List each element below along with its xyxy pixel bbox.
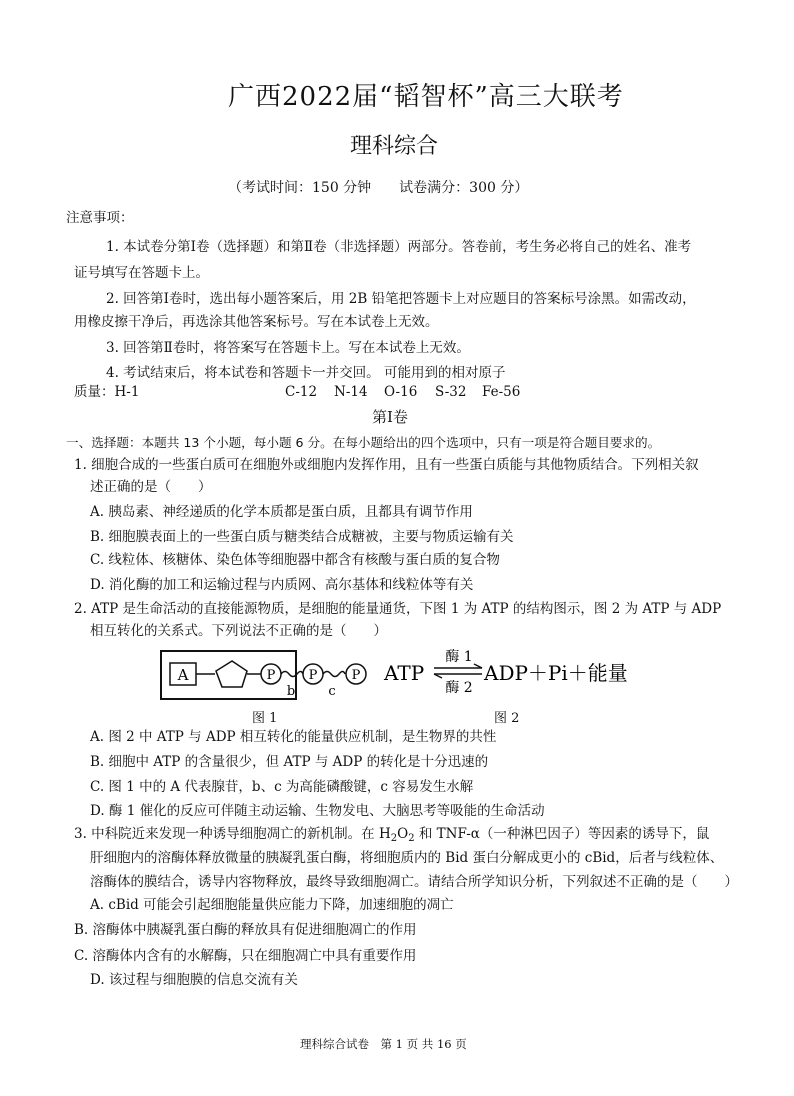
q2-option-d: D. 酶 1 催化的反应可伴随主动运输、生物发电、大脑思考等吸能的生命活动 bbox=[90, 803, 545, 819]
note-2-line-2: 用橡皮擦干净后，再选涂其他答案标号。写在本试卷上无效。 bbox=[74, 314, 439, 330]
mass-fe: Fe-56 bbox=[482, 384, 521, 400]
exam-info: （考试时间：150 分钟 试卷满分：300 分） bbox=[228, 180, 529, 196]
phosphate-3-label: P bbox=[351, 668, 361, 683]
figure-2-caption: 图 2 bbox=[494, 711, 520, 726]
bond-b-label: b bbox=[286, 684, 296, 699]
high-energy-bond-b bbox=[281, 672, 303, 677]
mass-n: N-14 bbox=[334, 384, 368, 400]
phosphate-1-label: P bbox=[266, 668, 276, 683]
q1-stem-line-1: 1. 细胞合成的一些蛋白质可在细胞外或细胞内发挥作用，且有一些蛋白质能与其他物质结合。下列相关叙 bbox=[74, 457, 699, 473]
note-1-line-1: 1. 本试卷分第Ⅰ卷（选择题）和第Ⅱ卷（非选择题）两部分。答卷前，考生务必将自己的姓名、准考 bbox=[106, 239, 692, 255]
notes-heading: 注意事项： bbox=[66, 210, 134, 226]
mass-c: C-12 bbox=[285, 384, 318, 400]
subject-title: 理科综合 bbox=[350, 134, 439, 159]
q3-option-b: B. 溶酶体中胰凝乳蛋白酶的释放具有促进细胞凋亡的作用 bbox=[74, 922, 417, 938]
q3-option-d: D. 该过程与细胞膜的信息交流有关 bbox=[90, 972, 298, 988]
bond-c-label: c bbox=[328, 684, 336, 699]
note-1-line-2: 证号填写在答题卡上。 bbox=[74, 265, 209, 281]
high-energy-bond-c bbox=[323, 672, 345, 677]
note-2-line-1: 2. 回答第Ⅰ卷时，选出每小题答案后，用 2B 铅笔把答题卡上对应题目的答案标号涂黑。如需改动， bbox=[106, 291, 696, 307]
q1-option-b: B. 细胞膜表面上的一些蛋白质与糖类结合成糖被，主要与物质运输有关 bbox=[90, 529, 514, 545]
q3-stem-part-1: 3. 中科院近来发现一种诱导细胞凋亡的新机制。在 H bbox=[74, 826, 391, 842]
enzyme-2-label: 酶 2 bbox=[445, 680, 473, 696]
q3-stem-line-1 bbox=[74, 825, 709, 848]
q3-option-a: A. cBid 可能会引起细胞能量供应能力下降，加速细胞的凋亡 bbox=[90, 897, 454, 913]
q3-stem-line-2: 肝细胞内的溶酶体释放微量的胰凝乳蛋白酶，将细胞质内的 Bid 蛋白分解成更小的 cBid，后者与线粒体、 bbox=[90, 850, 724, 866]
section-title: 第Ⅰ卷 bbox=[372, 408, 408, 426]
phosphate-2-label: P bbox=[308, 668, 318, 683]
q2-option-c: C. 图 1 中的 A 代表腺苷，b、c 为高能磷酸键，c 容易发生水解 bbox=[90, 779, 474, 795]
section-intro: 一、选择题：本题共 13 个小题，每小题 6 分。在每小题给出的四个选项中，只有一项是符合题目要求的。 bbox=[66, 435, 661, 450]
q2-stem-line-2: 相互转化的关系式。下列说法不正确的是（ ） bbox=[90, 623, 387, 639]
equation-left: ATP bbox=[384, 661, 425, 685]
q1-option-a: A. 胰岛素、神经递质的化学本质都是蛋白质，且都具有调节作用 bbox=[90, 504, 473, 520]
note-4-line-1: 4. 考试结束后，将本试卷和答题卡一并交回。 可能用到的相对原子 bbox=[106, 365, 506, 381]
q3-option-c: C. 溶酶体内含有的水解酶，只在细胞凋亡中具有重要作用 bbox=[74, 948, 417, 964]
figure-1-caption: 图 1 bbox=[252, 711, 278, 726]
atp-structure-figure bbox=[160, 650, 370, 706]
atp-adp-equation-figure bbox=[382, 644, 642, 700]
mass-s: S-32 bbox=[435, 384, 467, 400]
q1-stem-line-2: 述正确的是（ ） bbox=[90, 479, 212, 495]
page-title: 广西2022届“韬智杯”高三大联考 bbox=[228, 82, 624, 112]
q1-option-d: D. 消化酶的加工和运输过程与内质网、高尔基体和线粒体等有关 bbox=[90, 577, 474, 593]
q1-option-c: C. 线粒体、核糖体、染色体等细胞器中都含有核酸与蛋白质的复合物 bbox=[90, 552, 500, 568]
q3-stem-part-3: 和 TNF-α（一种淋巴因子）等因素的诱导下，鼠 bbox=[414, 826, 710, 842]
q2-option-b: B. 细胞中 ATP 的含量很少，但 ATP 与 ADP 的转化是十分迅速的 bbox=[90, 754, 489, 770]
q2-stem-line-1: 2. ATP 是生命活动的直接能源物质，是细胞的能量通货，下图 1 为 ATP 的结构图示，图 2 为 ATP 与 ADP bbox=[74, 601, 722, 617]
enzyme-1-label: 酶 1 bbox=[445, 649, 473, 665]
ribose-pentagon bbox=[216, 661, 247, 687]
equation-right: ADP＋Pi＋能量 bbox=[484, 661, 628, 685]
adenine-label: A bbox=[177, 666, 189, 684]
q3-stem-subscript-2: 2 bbox=[408, 833, 415, 844]
mass-label: 质量：H-1 bbox=[74, 384, 140, 400]
page-footer: 理科综合试卷 第 1 页 共 16 页 bbox=[300, 1037, 467, 1051]
q3-stem-line-3: 溶酶体的膜结合，诱导内容物释放，最终导致细胞凋亡。请结合所学知识分析，下列叙述不正确的是（ ） bbox=[90, 874, 738, 890]
mass-o: O-16 bbox=[384, 384, 418, 400]
q3-stem-part-2: O bbox=[397, 826, 409, 842]
q3-stem-subscript: 2 bbox=[390, 833, 398, 844]
note-3: 3. 回答第Ⅱ卷时，将答案写在答题卡上。写在本试卷上无效。 bbox=[106, 340, 470, 356]
q2-option-a: A. 图 2 中 ATP 与 ADP 相互转化的能量供应机制，是生物界的共性 bbox=[90, 729, 497, 745]
